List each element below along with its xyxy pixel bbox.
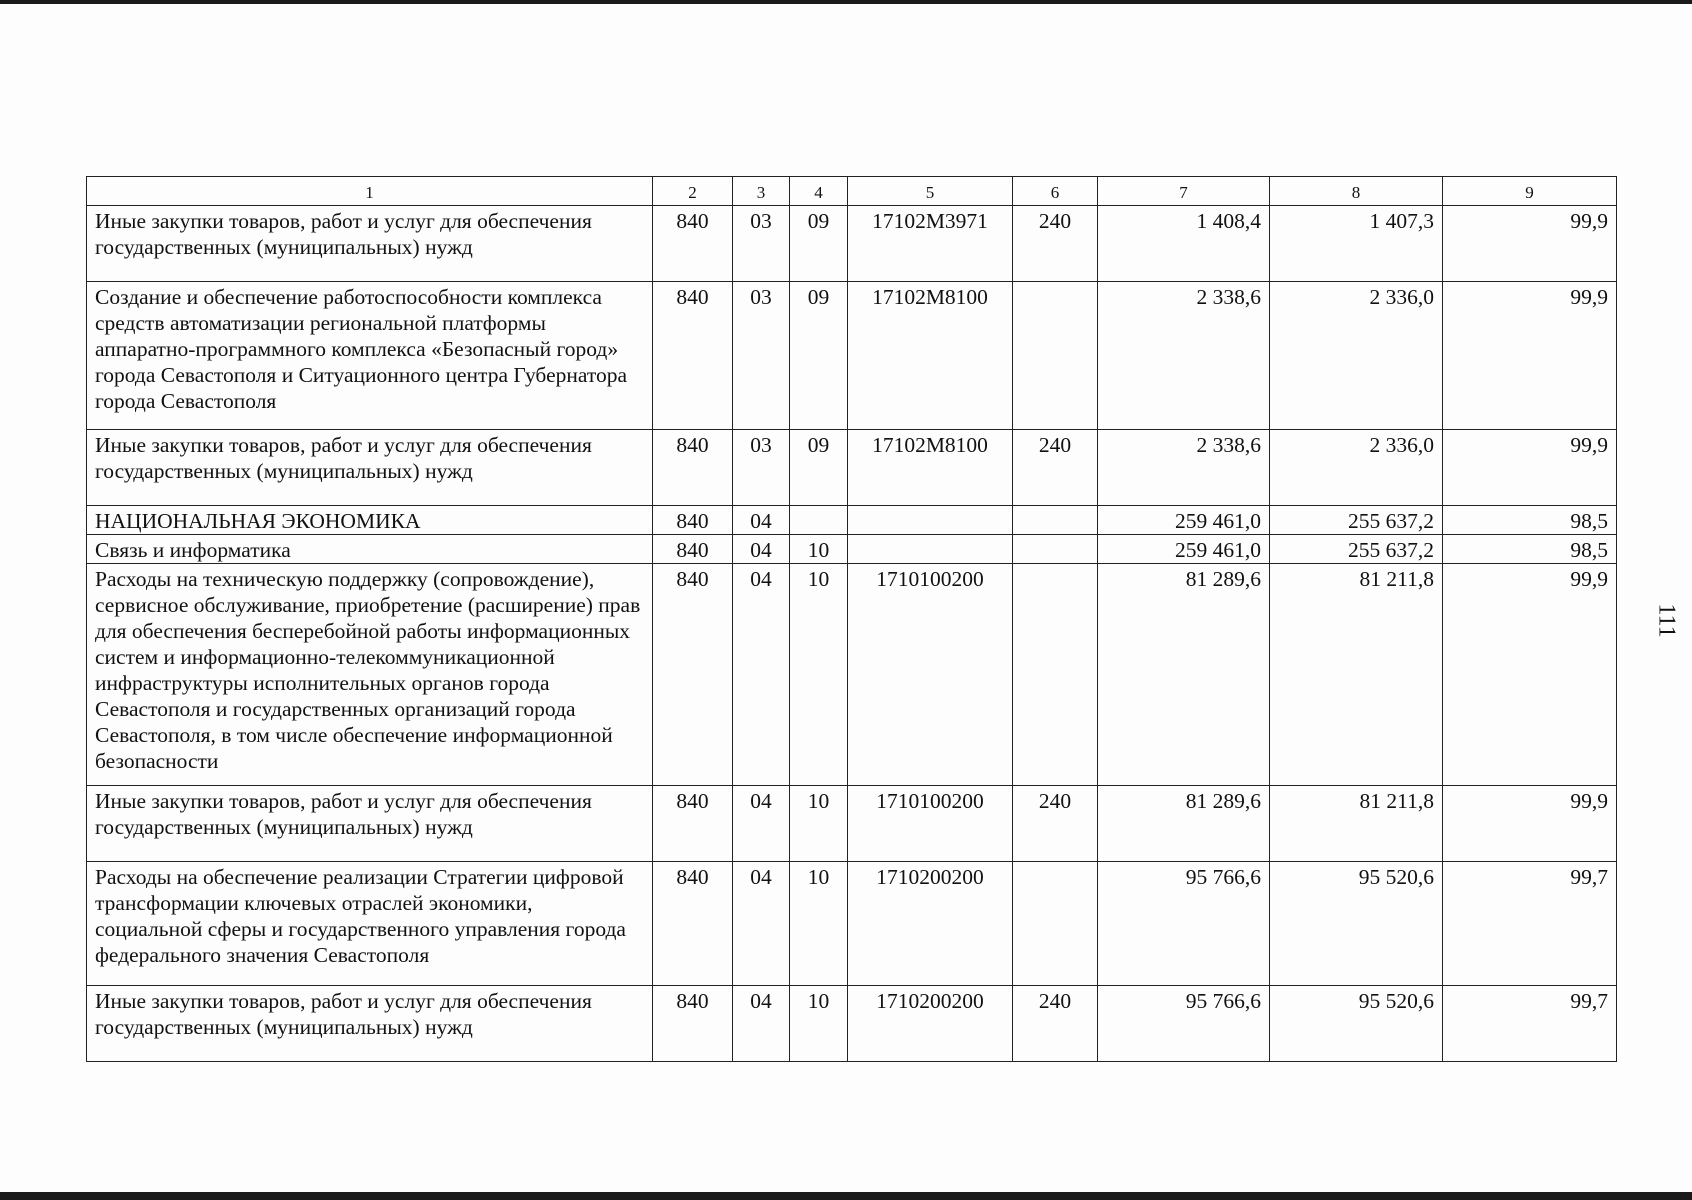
execution-percent-cell: 99,9 <box>1443 282 1617 430</box>
table-row <box>87 862 1617 986</box>
approved-amount-cell: 259 461,0 <box>1098 506 1270 535</box>
header-cell: 3 <box>733 177 790 206</box>
header-cell: 6 <box>1013 177 1098 206</box>
approved-amount-cell: 259 461,0 <box>1098 535 1270 564</box>
section-cell: 03 <box>733 206 790 282</box>
code-cell: 840 <box>653 862 733 986</box>
approved-amount-cell: 81 289,6 <box>1098 786 1270 862</box>
target-article-cell: 17102M8100 <box>848 282 1013 430</box>
section-cell: 04 <box>733 986 790 1062</box>
approved-amount-cell: 95 766,6 <box>1098 986 1270 1062</box>
expense-type-cell: 240 <box>1013 986 1098 1062</box>
header-cell: 9 <box>1443 177 1617 206</box>
code-cell: 840 <box>653 535 733 564</box>
code-cell: 840 <box>653 986 733 1062</box>
expense-type-cell <box>1013 564 1098 786</box>
table-row <box>87 206 1617 282</box>
approved-amount-cell: 81 289,6 <box>1098 564 1270 786</box>
subsection-cell: 10 <box>790 786 848 862</box>
execution-percent-cell: 99,9 <box>1443 786 1617 862</box>
target-article-cell: 17102M8100 <box>848 430 1013 506</box>
approved-amount-cell: 1 408,4 <box>1098 206 1270 282</box>
row-name-cell: Иные закупки товаров, работ и услуг для обеспечения государственных (муниципальных) нужд <box>87 786 653 862</box>
executed-amount-cell: 81 211,8 <box>1270 564 1443 786</box>
target-article-cell: 1710100200 <box>848 564 1013 786</box>
row-name-cell: Создание и обеспечение работоспособности комплекса средств автоматизации региональной платформы аппаратно-программного комплекса «Безопасный город» города Севастополя и Ситуационного центра Губернатора города Севастополя <box>87 282 653 430</box>
table-row <box>87 282 1617 430</box>
executed-amount-cell: 95 520,6 <box>1270 986 1443 1062</box>
target-article-cell: 1710200200 <box>848 986 1013 1062</box>
code-cell: 840 <box>653 282 733 430</box>
executed-amount-cell: 255 637,2 <box>1270 535 1443 564</box>
code-cell: 840 <box>653 206 733 282</box>
scan-border-top <box>0 0 1692 4</box>
executed-amount-cell: 2 336,0 <box>1270 430 1443 506</box>
table-row <box>87 986 1617 1062</box>
target-article-cell: 1710100200 <box>848 786 1013 862</box>
row-name-cell: Иные закупки товаров, работ и услуг для обеспечения государственных (муниципальных) нужд <box>87 986 653 1062</box>
section-cell: 04 <box>733 862 790 986</box>
execution-percent-cell: 99,9 <box>1443 564 1617 786</box>
table-row <box>87 786 1617 862</box>
header-cell: 7 <box>1098 177 1270 206</box>
subsection-cell: 09 <box>790 282 848 430</box>
expense-type-cell: 240 <box>1013 786 1098 862</box>
expense-type-cell <box>1013 862 1098 986</box>
target-article-cell: 1710200200 <box>848 862 1013 986</box>
header-cell: 1 <box>87 177 653 206</box>
row-name-cell: Связь и информатика <box>87 535 653 564</box>
row-name-cell: НАЦИОНАЛЬНАЯ ЭКОНОМИКА <box>87 506 653 535</box>
expense-type-cell <box>1013 282 1098 430</box>
row-name-cell: Иные закупки товаров, работ и услуг для обеспечения государственных (муниципальных) нужд <box>87 206 653 282</box>
expense-type-cell <box>1013 535 1098 564</box>
subsection-cell: 09 <box>790 206 848 282</box>
execution-percent-cell: 99,7 <box>1443 862 1617 986</box>
section-cell: 04 <box>733 786 790 862</box>
approved-amount-cell: 95 766,6 <box>1098 862 1270 986</box>
table-body <box>87 177 1617 1062</box>
executed-amount-cell: 1 407,3 <box>1270 206 1443 282</box>
subsection-cell: 10 <box>790 564 848 786</box>
header-cell: 8 <box>1270 177 1443 206</box>
execution-percent-cell: 99,9 <box>1443 206 1617 282</box>
budget-table <box>86 176 1617 1062</box>
subsection-cell: 09 <box>790 430 848 506</box>
code-cell: 840 <box>653 786 733 862</box>
code-cell: 840 <box>653 430 733 506</box>
execution-percent-cell: 98,5 <box>1443 506 1617 535</box>
page-number: 111 <box>1653 603 1680 638</box>
row-name-cell: Иные закупки товаров, работ и услуг для обеспечения государственных (муниципальных) нужд <box>87 430 653 506</box>
table-row <box>87 535 1617 564</box>
section-cell: 04 <box>733 535 790 564</box>
header-cell: 2 <box>653 177 733 206</box>
executed-amount-cell: 81 211,8 <box>1270 786 1443 862</box>
header-cell: 4 <box>790 177 848 206</box>
subsection-cell <box>790 506 848 535</box>
execution-percent-cell: 98,5 <box>1443 535 1617 564</box>
target-article-cell: 17102M3971 <box>848 206 1013 282</box>
target-article-cell <box>848 535 1013 564</box>
target-article-cell <box>848 506 1013 535</box>
code-cell: 840 <box>653 564 733 786</box>
subsection-cell: 10 <box>790 986 848 1062</box>
executed-amount-cell: 2 336,0 <box>1270 282 1443 430</box>
executed-amount-cell: 255 637,2 <box>1270 506 1443 535</box>
expense-type-cell: 240 <box>1013 430 1098 506</box>
approved-amount-cell: 2 338,6 <box>1098 430 1270 506</box>
scan-border-bottom <box>0 1192 1692 1200</box>
section-cell: 03 <box>733 430 790 506</box>
table-header-row <box>87 177 1617 206</box>
row-name-cell: Расходы на техническую поддержку (сопровождение), сервисное обслуживание, приобретение (расширение) прав для обеспечения бесперебойной работы информационных систем и информационно-телекоммуникационной инфраструктуры исполнительных органов города Севастополя и государственных организаций города Севастополя, в том числе обеспечение информационной безопасности <box>87 564 653 786</box>
header-cell: 5 <box>848 177 1013 206</box>
subsection-cell: 10 <box>790 862 848 986</box>
section-cell: 03 <box>733 282 790 430</box>
executed-amount-cell: 95 520,6 <box>1270 862 1443 986</box>
code-cell: 840 <box>653 506 733 535</box>
table-row <box>87 506 1617 535</box>
row-name-cell: Расходы на обеспечение реализации Стратегии цифровой трансформации ключевых отраслей экономики, социальной сферы и государственного управления города федерального значения Севастополя <box>87 862 653 986</box>
expense-type-cell: 240 <box>1013 206 1098 282</box>
execution-percent-cell: 99,7 <box>1443 986 1617 1062</box>
subsection-cell: 10 <box>790 535 848 564</box>
section-cell: 04 <box>733 506 790 535</box>
table-row <box>87 564 1617 786</box>
table-row <box>87 430 1617 506</box>
execution-percent-cell: 99,9 <box>1443 430 1617 506</box>
section-cell: 04 <box>733 564 790 786</box>
approved-amount-cell: 2 338,6 <box>1098 282 1270 430</box>
expense-type-cell <box>1013 506 1098 535</box>
